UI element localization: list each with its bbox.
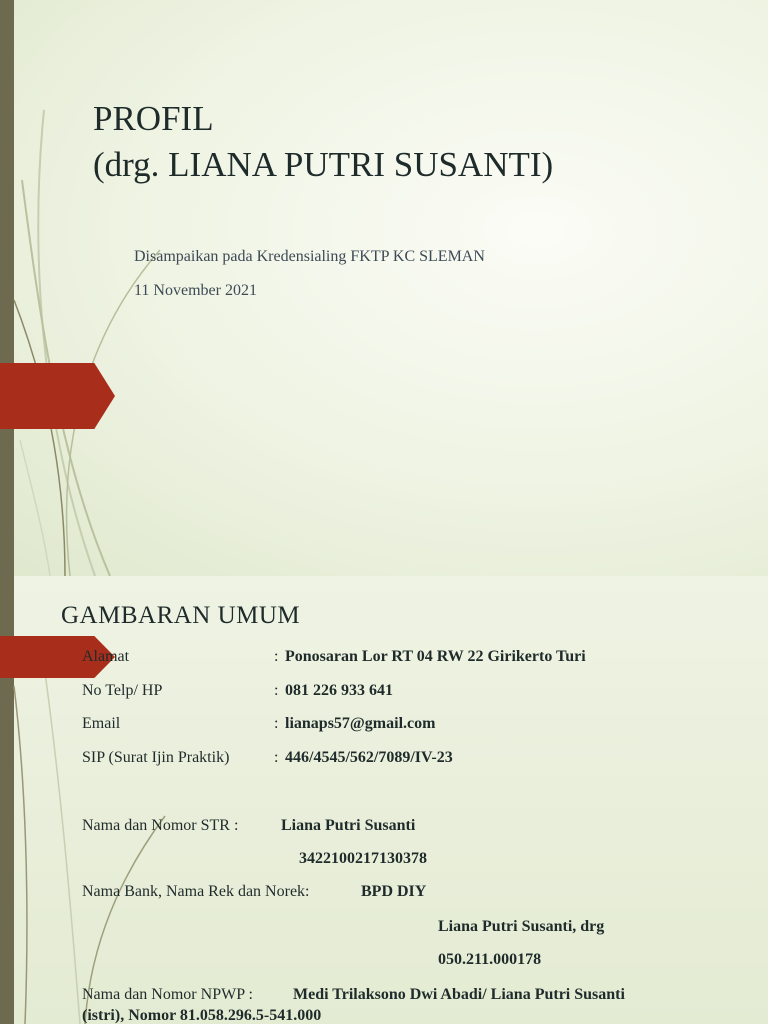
item-label: Nama dan Nomor NPWP : bbox=[82, 986, 253, 1003]
item-separator: : bbox=[274, 715, 279, 732]
title-line-2: (drg. LIANA PUTRI SUSANTI) bbox=[93, 145, 554, 184]
decorative-curves bbox=[0, 576, 768, 1024]
item-value: Ponosaran Lor RT 04 RW 22 Girikerto Turi bbox=[285, 648, 586, 665]
subtitle-event: Disampaikan pada Kredensialing FKTP KC SLEMAN bbox=[134, 248, 485, 265]
item-value: Liana Putri Susanti bbox=[281, 817, 416, 834]
section-heading: GAMBARAN UMUM bbox=[61, 602, 301, 629]
subtitle-date: 11 November 2021 bbox=[134, 282, 257, 299]
item-value: BPD DIY bbox=[361, 883, 427, 900]
slide-title bbox=[93, 96, 553, 188]
npwp-continuation: (istri), Nomor 81.058.296.5-541.000 bbox=[82, 1007, 322, 1024]
item-value: Medi Trilaksono Dwi Abadi/ Liana Putri Susanti bbox=[293, 986, 625, 1003]
item-value: lianaps57@gmail.com bbox=[285, 715, 436, 732]
item-separator: : bbox=[274, 749, 279, 766]
item-label: Nama Bank, Nama Rek dan Norek: bbox=[82, 883, 310, 900]
str-number: 3422100217130378 bbox=[299, 850, 427, 867]
item-label: Nama dan Nomor STR : bbox=[82, 817, 239, 834]
bank-account-name: Liana Putri Susanti, drg bbox=[438, 918, 605, 935]
item-separator: : bbox=[274, 682, 279, 699]
item-label: Email bbox=[82, 715, 121, 732]
item-value: 081 226 933 641 bbox=[285, 682, 393, 699]
item-value: 446/4545/562/7089/IV-23 bbox=[285, 749, 453, 766]
item-label: No Telp/ HP bbox=[82, 682, 163, 699]
slide-2 bbox=[0, 576, 768, 1024]
item-label: SIP (Surat Ijin Praktik) bbox=[82, 749, 230, 766]
title-line-1: PROFIL bbox=[93, 99, 214, 138]
item-label: Alamat bbox=[82, 648, 130, 665]
bank-account-number: 050.211.000178 bbox=[438, 951, 542, 968]
item-separator: : bbox=[274, 648, 279, 665]
red-tab-marker bbox=[0, 363, 115, 429]
